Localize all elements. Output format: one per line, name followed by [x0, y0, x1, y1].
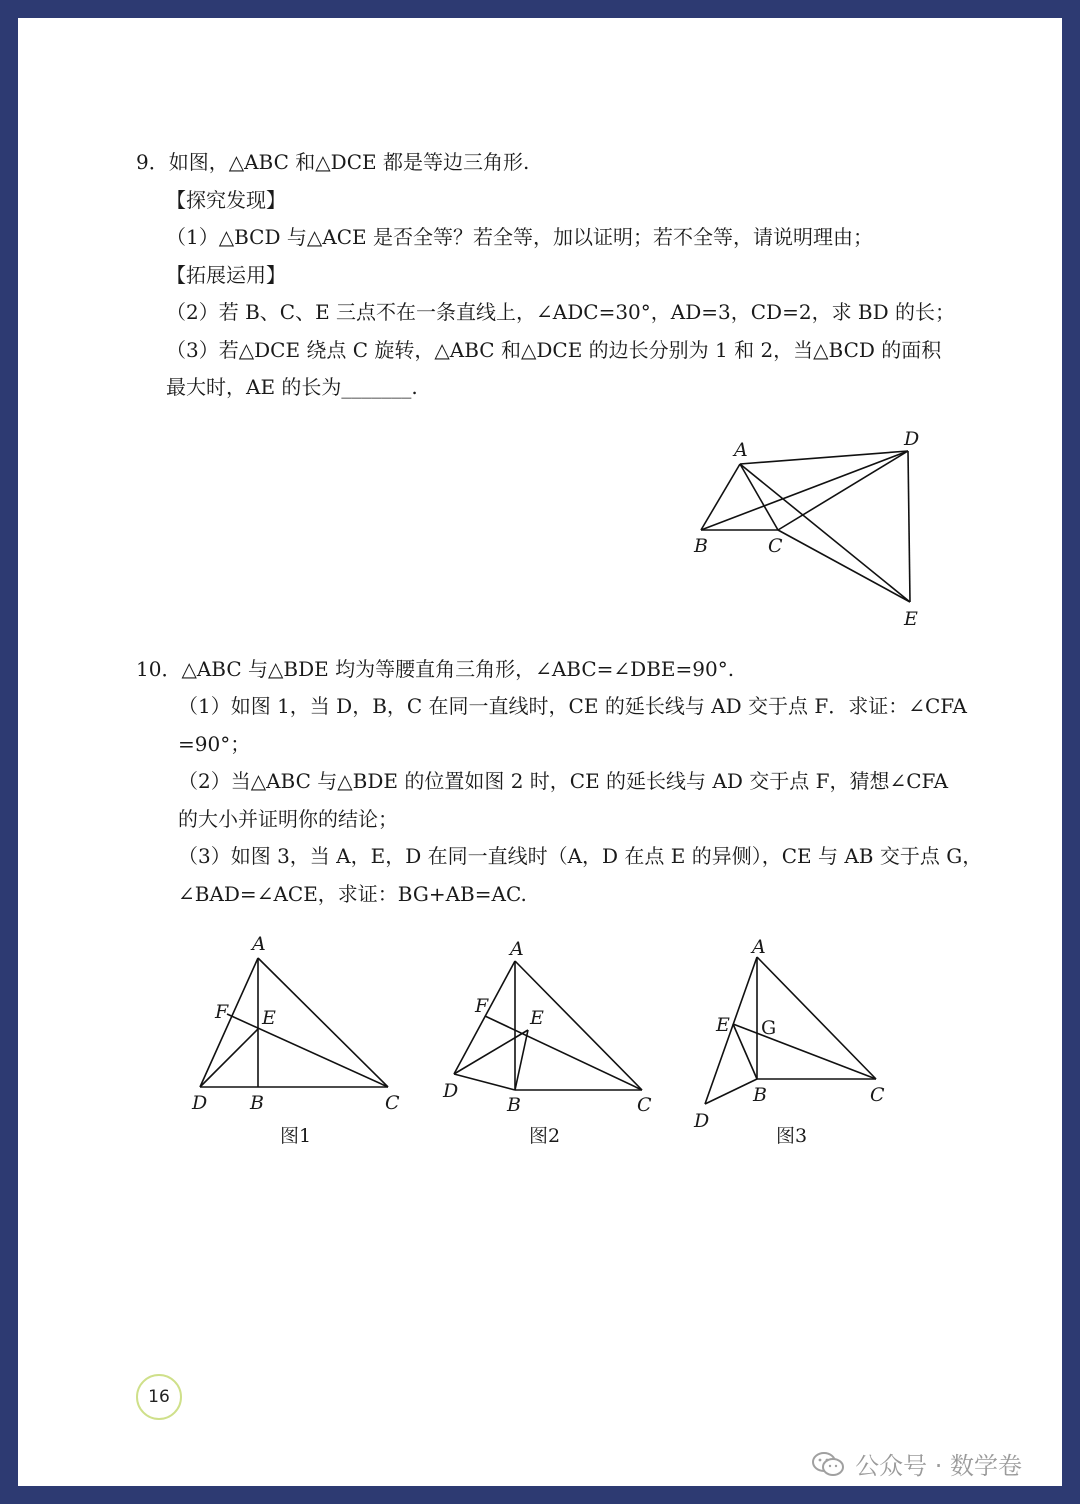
fig1-seg-AD — [200, 958, 258, 1087]
page-number: 16 — [148, 1387, 170, 1407]
q10-part-2: （2）当△ABC 与△BDE 的位置如图 2 时，CE 的延长线与 AD 交于点 F，猜想∠CFA — [178, 769, 949, 793]
q9-label-C: C — [768, 535, 783, 557]
q10-part-1: （1）如图 1，当 D，B，C 在同一直线时，CE 的延长线与 AD 交于点 F．求证：∠CFA — [178, 694, 967, 718]
q10-stem: 10．△ABC 与△BDE 均为等腰直角三角形，∠ABC=∠DBE=90°. — [136, 657, 735, 681]
fig3-label-A: A — [752, 936, 766, 958]
page — [18, 18, 1062, 1486]
fig2-label-C: C — [637, 1094, 652, 1116]
fig2-label-D: D — [443, 1080, 459, 1102]
fig1-label-C: C — [385, 1092, 400, 1114]
q10-part-3-cont: ∠BAD=∠ACE，求证：BG+AB=AC. — [178, 882, 527, 906]
fig1-label-E: E — [262, 1007, 276, 1029]
watermark-text: 公众号 · 数学卷 — [855, 1452, 1022, 1480]
fig2-caption: 图2 — [529, 1125, 561, 1147]
fig2-seg-AD — [454, 961, 515, 1074]
q10-part-2-cont: 的大小并证明你的结论； — [178, 807, 398, 831]
fig3-label-G: G — [761, 1017, 777, 1039]
fig2-label-E: E — [530, 1007, 544, 1029]
fig1-label-F: F — [215, 1001, 229, 1023]
q9-stem: 9．如图，△ABC 和△DCE 都是等边三角形. — [136, 150, 530, 174]
q9-part-3: （3）若△DCE 绕点 C 旋转，△ABC 和△DCE 的边长分别为 1 和 2，当△BCD 的面积 — [166, 338, 942, 362]
fig2-seg-FC — [485, 1016, 642, 1090]
q10-figure-2 — [454, 961, 642, 1090]
fig2-label-A: A — [510, 938, 524, 960]
q10-figure-1 — [200, 958, 388, 1087]
fig1-caption: 图1 — [280, 1125, 312, 1147]
fig3-caption: 图3 — [776, 1125, 808, 1147]
q9-label-D: D — [904, 428, 920, 450]
fig1-seg-FC — [227, 1014, 388, 1087]
q9-part-3-cont: 最大时，AE 的长为_______. — [166, 375, 418, 399]
q9-label-E: E — [904, 608, 918, 630]
fig3-label-C: C — [870, 1084, 885, 1106]
q10-part-1-cont: =90°； — [178, 732, 251, 756]
fig1-seg-DE — [200, 1029, 258, 1087]
wechat-icon — [811, 1450, 845, 1478]
fig2-seg-DB — [454, 1074, 515, 1090]
q9-part-1: （1）△BCD 与△ACE 是否全等？若全等，加以证明；若不全等，请说明理由； — [166, 225, 873, 249]
fig3-label-E: E — [716, 1014, 730, 1036]
q10-figure-3 — [705, 957, 876, 1104]
page-number-badge — [136, 1374, 182, 1420]
fig2-label-B: B — [507, 1094, 521, 1116]
q9-label-A: A — [734, 439, 748, 461]
q9-section-extend: 【拓展运用】 — [166, 263, 286, 287]
q9-part-2: （2）若 B、C、E 三点不在一条直线上，∠ADC=30°，AD=3，CD=2，求 BD 的长； — [166, 300, 956, 324]
fig1-seg-AC — [258, 958, 388, 1087]
fig2-seg-BE — [515, 1030, 528, 1090]
fig1-label-A: A — [252, 933, 266, 955]
fig3-label-B: B — [753, 1084, 767, 1106]
q9-section-explore: 【探究发现】 — [166, 188, 286, 212]
fig3-label-D: D — [694, 1110, 710, 1132]
watermark — [811, 1446, 1022, 1481]
fig1-label-D: D — [192, 1092, 208, 1114]
fig1-label-B: B — [250, 1092, 264, 1114]
fig3-seg-EC — [733, 1024, 876, 1079]
fig2-label-F: F — [475, 995, 489, 1017]
q10-figures — [18, 18, 1062, 1486]
q10-part-3: （3）如图 3，当 A，E，D 在同一直线时（A，D 在点 E 的异侧），CE 与 AB 交于点 G， — [178, 844, 983, 868]
q9-label-B: B — [694, 535, 708, 557]
